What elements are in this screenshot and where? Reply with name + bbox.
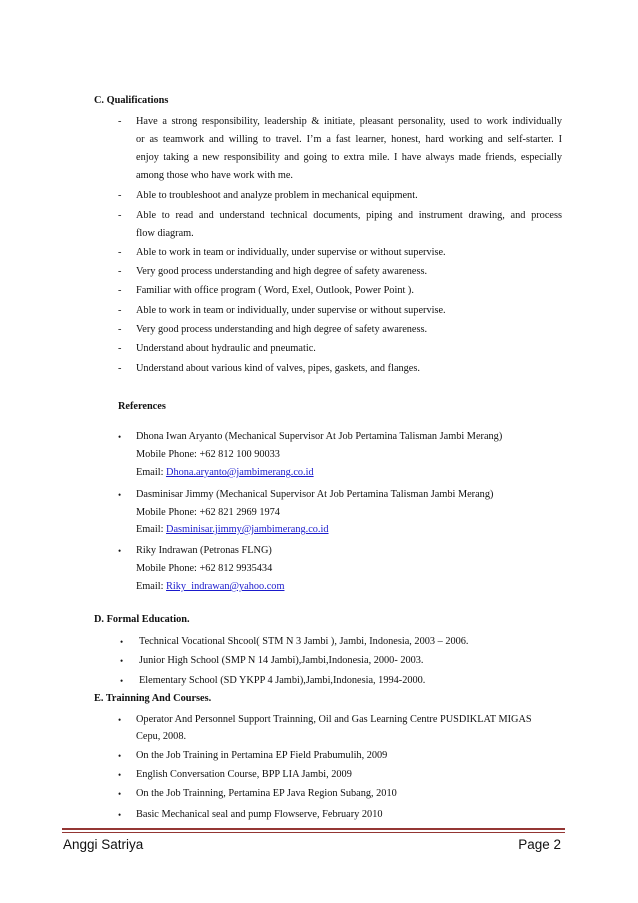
training-item-5: Basic Mechanical seal and pump Flowserve, February 2010 <box>136 809 383 820</box>
bullet-icon: • <box>120 676 124 686</box>
training-item-1-line-2: Cepu, 2008. <box>136 731 187 742</box>
reference-3-name: Riky Indrawan (Petronas FLNG) <box>136 545 272 556</box>
reference-1-name: Dhona Iwan Aryanto (Mechanical Supervisor At Job Pertamina Talisman Jambi Merang) <box>136 431 503 442</box>
education-item-3: Elementary School (SD YKPP 4 Jambi),Jambi,Indonesia, 1994-2000. <box>139 675 426 686</box>
training-item-3: English Conversation Course, BPP LIA Jambi, 2009 <box>136 769 352 780</box>
bullet-icon: • <box>118 490 122 500</box>
list-dash: - <box>118 343 122 354</box>
list-dash: - <box>118 247 122 258</box>
section-heading-qualifications: C. Qualifications <box>94 95 169 106</box>
list-dash: - <box>118 285 122 296</box>
qualification-item-7: Able to work in team or individually, under supervise or without supervise. <box>136 305 446 316</box>
reference-2-phone: Mobile Phone: +62 821 2969 1974 <box>136 507 280 518</box>
bullet-icon: • <box>120 637 124 647</box>
list-dash: - <box>118 305 122 316</box>
training-item-2: On the Job Training in Pertamina EP Field Prabumulih, 2009 <box>136 750 388 761</box>
qualification-item-5: Very good process understanding and high degree of safety awareness. <box>136 266 428 277</box>
qualification-item-6: Familiar with office program ( Word, Exel, Outlook, Power Point ). <box>136 285 414 296</box>
education-item-1: Technical Vocational Shcool( STM N 3 Jambi ), Jambi, Indonesia, 2003 – 2006. <box>139 636 469 647</box>
reference-1-email-link[interactable]: Dhona.aryanto@jambimerang.co.id <box>166 467 314 478</box>
training-item-1-line-1: Operator And Personnel Support Trainning, Oil and Gas Learning Centre PUSDIKLAT MIGAS <box>136 714 532 725</box>
list-dash: - <box>118 363 122 374</box>
reference-3-phone: Mobile Phone: +62 812 9935434 <box>136 563 273 574</box>
bullet-icon: • <box>118 751 122 761</box>
qualification-item-1-line-4: among those who have work with me. <box>136 170 293 181</box>
reference-2-name: Dasminisar Jimmy (Mechanical Supervisor At Job Pertamina Talisman Jambi Merang) <box>136 489 494 500</box>
footer-author-name: Anggi Satriya <box>63 837 144 852</box>
email-label: Email: <box>136 581 167 592</box>
reference-2-email-line <box>136 524 329 535</box>
reference-3-email-line <box>136 581 284 592</box>
reference-1-email-line <box>136 467 314 478</box>
list-dash: - <box>118 190 122 201</box>
list-dash: - <box>118 210 122 221</box>
email-label: Email: <box>136 467 167 478</box>
list-dash: - <box>118 324 122 335</box>
list-dash: - <box>118 116 122 127</box>
bullet-icon: • <box>120 656 124 666</box>
bullet-icon: • <box>118 810 122 820</box>
bullet-icon: • <box>118 715 122 725</box>
bullet-icon: • <box>118 770 122 780</box>
reference-1-phone: Mobile Phone: +62 812 100 90033 <box>136 449 280 460</box>
footer-divider <box>62 828 565 830</box>
email-label: Email: <box>136 524 167 535</box>
qualification-item-3-line-1: Able to read and understand technical documents, piping and instrument drawing, and process <box>136 210 562 221</box>
qualification-item-10: Understand about various kind of valves, pipes, gaskets, and flanges. <box>136 363 420 374</box>
section-heading-training: E. Trainning And Courses. <box>94 693 212 704</box>
qualification-item-1-line-1: Have a strong responsibility, leadership & initiate, pleasant personality, used to work individually <box>136 116 562 127</box>
footer-divider-thin <box>62 832 565 833</box>
qualification-item-8: Very good process understanding and high degree of safety awareness. <box>136 324 428 335</box>
qualification-item-9: Understand about hydraulic and pneumatic. <box>136 343 316 354</box>
qualification-item-1-line-2: or as teamwork and willing to travel. I’m a fast learner, honest, hard working and self-starter. I <box>136 134 562 145</box>
list-dash: - <box>118 266 122 277</box>
education-item-2: Junior High School (SMP N 14 Jambi),Jambi,Indonesia, 2000- 2003. <box>139 655 424 666</box>
qualification-item-4: Able to work in team or individually, under supervise or without supervise. <box>136 247 446 258</box>
section-heading-education: D. Formal Education. <box>94 614 190 625</box>
bullet-icon: • <box>118 789 122 799</box>
bullet-icon: • <box>118 546 122 556</box>
reference-3-email-link[interactable]: Riky_indrawan@yahoo.com <box>166 581 285 592</box>
reference-2-email-link[interactable]: Dasminisar.jimmy@jambimerang.co.id <box>166 524 329 535</box>
qualification-item-1-line-3: enjoy taking a new responsibility and going to extra mile. I have always made friends, especially <box>136 152 562 163</box>
footer-page-number: Page 2 <box>518 837 561 852</box>
bullet-icon: • <box>118 432 122 442</box>
section-heading-references: References <box>118 401 166 412</box>
qualification-item-3-line-2: flow diagram. <box>136 228 194 239</box>
training-item-4: On the Job Trainning, Pertamina EP Java Region Subang, 2010 <box>136 788 397 799</box>
qualification-item-2: Able to troubleshoot and analyze problem in mechanical equipment. <box>136 190 418 201</box>
